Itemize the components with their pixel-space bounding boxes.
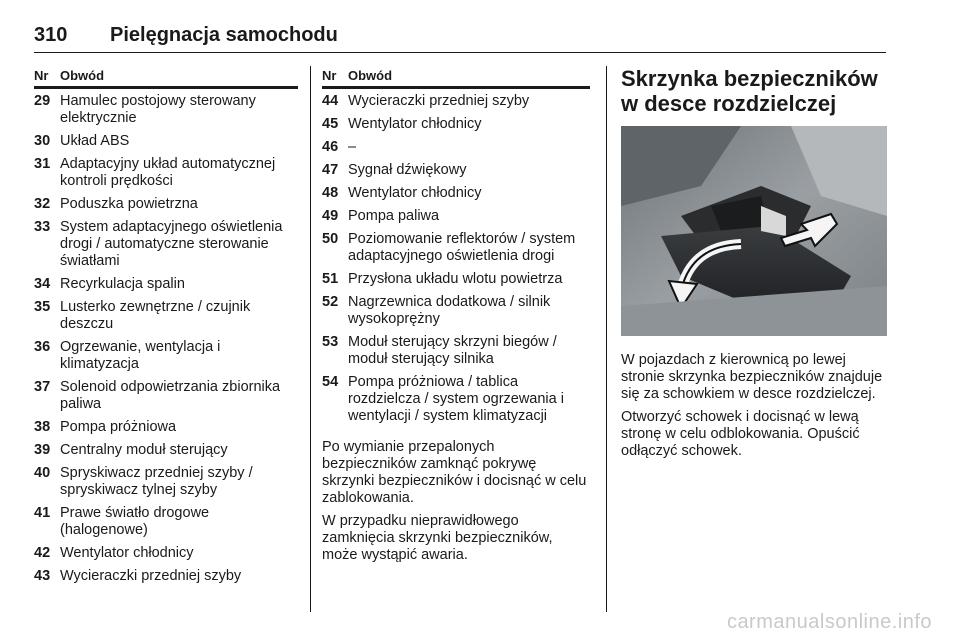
table-row	[322, 93, 590, 110]
fuse-description: Adaptacyjny układ automatycznej kontroli prędkości	[60, 156, 276, 189]
fuse-description: Recyrkulacja spalin	[60, 276, 185, 292]
table-row	[34, 276, 298, 293]
fuse-description: Centralny moduł sterujący	[60, 442, 228, 458]
table-row	[34, 299, 298, 333]
location-paragraph: W pojazdach z kierownicą po lewej stronie skrzynka bezpieczników znajduje się za schowkiem w desce rozdzielczej.	[621, 352, 883, 402]
column-header-nr: Nr	[322, 68, 337, 83]
table-row	[322, 208, 590, 225]
fuse-description: Wentylator chłodnicy	[348, 185, 482, 201]
fuse-description: Wentylator chłodnicy	[60, 545, 194, 561]
instruction-paragraph: Po wymianie przepalonych bezpieczników zamknąć pokrywę skrzynki bezpieczników i docisnąć w celu zablokowania.	[322, 439, 587, 506]
fuse-table-right	[322, 66, 590, 570]
table-row	[34, 442, 298, 459]
glovebox-illustration	[621, 126, 887, 336]
fuse-number: 50	[322, 231, 339, 247]
table-row	[322, 374, 590, 425]
column-header-nr: Nr	[34, 68, 49, 83]
fuse-number: 39	[34, 442, 51, 458]
page-header	[34, 18, 886, 53]
fuse-number: 45	[322, 116, 339, 132]
fuse-number: 34	[34, 276, 51, 292]
fuse-description: Prawe światło drogowe (halogenowe)	[60, 505, 210, 538]
table-header	[322, 66, 590, 89]
column-header-circuit: Obwód	[348, 68, 393, 83]
page-title: Pielęgnacja samochodu	[110, 24, 338, 46]
fuse-number: 51	[322, 271, 339, 287]
fuse-description: Pompa paliwa	[348, 208, 440, 224]
fuse-description: Sygnał dźwiękowy	[348, 162, 467, 178]
fuse-number: 29	[34, 93, 51, 109]
fuse-number: 33	[34, 219, 51, 235]
fuse-description: Ogrzewanie, wentylacja i klimatyzacja	[60, 339, 221, 372]
fuse-number: 47	[322, 162, 339, 178]
fuse-number: 40	[34, 465, 51, 481]
fuse-description: Nagrzewnica dodatkowa / silnik wysokoprężny	[348, 294, 551, 327]
fuse-number: 43	[34, 568, 51, 584]
table-row	[34, 339, 298, 373]
fuse-description: Poduszka powietrzna	[60, 196, 198, 212]
fuse-number: 30	[34, 133, 51, 149]
fuse-description: Wycieraczki przedniej szyby	[60, 568, 242, 584]
page-number: 310	[34, 24, 68, 46]
table-row	[322, 271, 590, 288]
fuse-description: Moduł sterujący skrzyni biegów / moduł sterujący silnika	[348, 334, 557, 367]
table-row	[322, 116, 590, 133]
table-row	[34, 505, 298, 539]
fuse-number: 49	[322, 208, 339, 224]
fuse-number: 36	[34, 339, 51, 355]
fuse-number: 31	[34, 156, 51, 172]
table-row	[322, 334, 590, 368]
table-header	[34, 66, 298, 89]
fuse-description: Solenoid odpowietrzania zbiornika paliwa	[60, 379, 281, 412]
fuse-number: 54	[322, 374, 339, 390]
table-row	[34, 93, 298, 127]
table-row	[34, 379, 298, 413]
fuse-number: 42	[34, 545, 51, 561]
fuse-number: 38	[34, 419, 51, 435]
fuse-number: 41	[34, 505, 51, 521]
fuse-description: Wentylator chłodnicy	[348, 116, 482, 132]
fuse-description: Pompa próżniowa	[60, 419, 177, 435]
warning-paragraph: W przypadku nieprawidłowego zamknięcia skrzynki bezpieczników, może wystąpić awaria.	[322, 513, 553, 563]
table-row	[34, 568, 298, 585]
table-row	[322, 231, 590, 265]
fuse-number: 46	[322, 139, 339, 155]
instrument-panel-fuse-section	[621, 66, 887, 466]
fuse-number: 53	[322, 334, 339, 350]
column-divider	[310, 66, 311, 612]
section-heading: Skrzynka bezpieczników w desce rozdzielczej	[621, 66, 878, 116]
fuse-number: 48	[322, 185, 339, 201]
fuse-number: 35	[34, 299, 51, 315]
fuse-number: 52	[322, 294, 339, 310]
watermark: carmanualsonline.info	[726, 611, 932, 633]
fuse-description: Wycieraczki przedniej szyby	[348, 93, 530, 109]
table-row	[34, 133, 298, 150]
table-row	[322, 294, 590, 328]
fuse-description: –	[348, 139, 357, 155]
fuse-description: Hamulec postojowy sterowany elektrycznie	[60, 93, 256, 126]
fuse-description: System adaptacyjnego oświetlenia drogi / automatyczne sterowanie światłami	[60, 219, 283, 269]
fuse-description: Pompa próżniowa / tablica rozdzielcza / system ogrzewania i wentylacji / system klimatyzacji	[348, 374, 564, 424]
table-row	[34, 196, 298, 213]
fuse-table-left	[34, 66, 298, 591]
fuse-description: Przysłona układu wlotu powietrza	[348, 271, 563, 287]
table-row	[34, 419, 298, 436]
column-header-circuit: Obwód	[60, 68, 105, 83]
fuse-description: Spryskiwacz przedniej szyby / spryskiwacz tylnej szyby	[60, 465, 253, 498]
table-row	[34, 156, 298, 190]
instruction-paragraph: Otworzyć schowek i docisnąć w lewą stronę w celu odblokowania. Opuścić odłączyć schowek.	[621, 409, 860, 459]
table-row	[34, 219, 298, 270]
table-row	[322, 162, 590, 179]
fuse-description: Układ ABS	[60, 133, 130, 149]
fuse-number: 37	[34, 379, 51, 395]
glovebox-photo	[621, 126, 887, 336]
fuse-number: 32	[34, 196, 51, 212]
fuse-number: 44	[322, 93, 339, 109]
fuse-description: Poziomowanie reflektorów / system adaptacyjnego oświetlenia drogi	[348, 231, 576, 264]
column-divider	[606, 66, 607, 612]
table-row	[34, 545, 298, 562]
fuse-description: Lusterko zewnętrzne / czujnik deszczu	[60, 299, 251, 332]
table-row	[34, 465, 298, 499]
table-row	[322, 139, 590, 156]
table-row	[322, 185, 590, 202]
